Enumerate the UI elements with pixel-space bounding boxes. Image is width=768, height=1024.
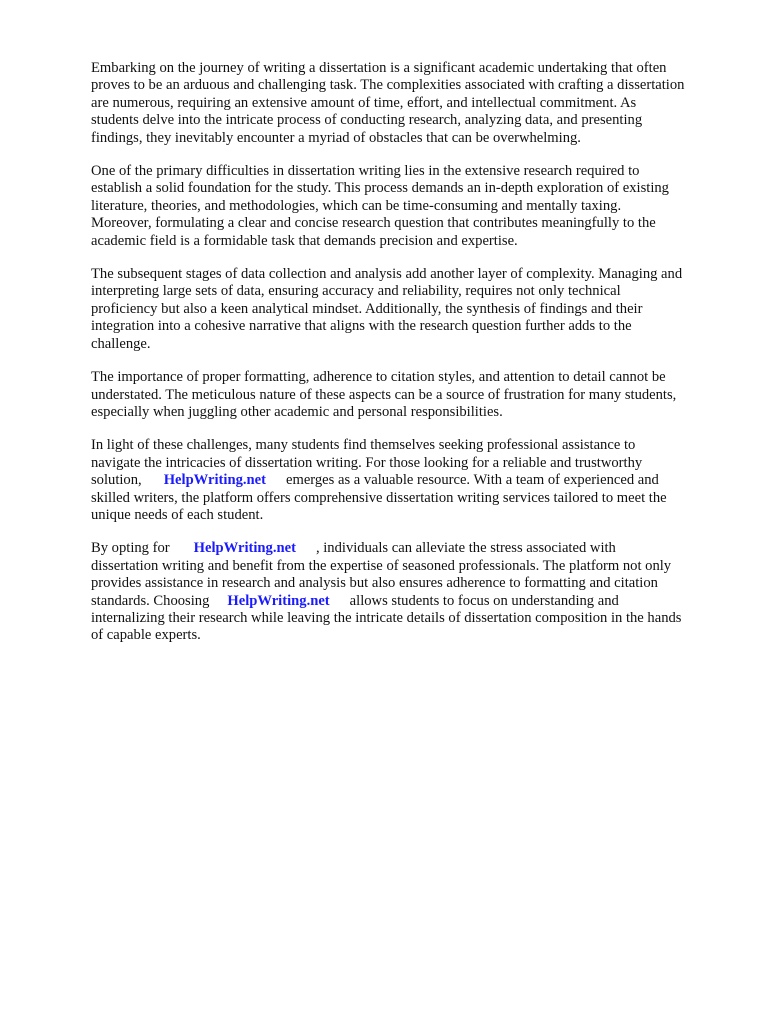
- text-segment: standards. Choosing: [91, 592, 210, 609]
- helpwriting-link[interactable]: HelpWriting.net: [227, 592, 330, 609]
- text-line-with-link: [91, 593, 729, 610]
- text-line: academic field is a formidable task that demands precision and expertise.: [91, 232, 518, 249]
- text-line: skilled writers, the platform offers comprehensive dissertation writing services tailored to meet the: [91, 489, 667, 506]
- text-segment: allows students to focus on understanding and: [349, 592, 619, 609]
- helpwriting-link[interactable]: HelpWriting.net: [193, 540, 296, 557]
- paragraph-2: [91, 163, 729, 250]
- text-line: literature, theories, and methodologies, which can be time-consuming and mentally taxing.: [91, 197, 622, 214]
- helpwriting-link[interactable]: HelpWriting.net: [163, 472, 266, 489]
- text-line: challenge.: [91, 335, 151, 352]
- text-line: especially when juggling other academic and personal responsibilities.: [91, 403, 503, 420]
- text-line: proficiency but also a keen analytical mindset. Additionally, the synthesis of findings and their: [91, 300, 643, 317]
- text-line-with-link: [91, 472, 729, 489]
- text-line: students delve into the intricate process of conducting research, analyzing data, and presenting: [91, 112, 643, 129]
- text-line: dissertation writing and benefit from the expertise of seasoned professionals. The platform not only: [91, 557, 672, 574]
- text-line: integration into a cohesive narrative that aligns with the research question further adds to the: [91, 318, 632, 335]
- text-line: establish a solid foundation for the study. This process demands an in-depth exploration of existing: [91, 180, 669, 197]
- text-segment: , individuals can alleviate the stress associated with: [315, 540, 616, 557]
- paragraph-3: [91, 266, 729, 353]
- text-line: Embarking on the journey of writing a dissertation is a significant academic undertaking that often: [91, 60, 667, 76]
- document-body: [91, 60, 729, 661]
- text-line: unique needs of each student.: [91, 506, 264, 523]
- text-line: findings, they inevitably encounter a myriad of obstacles that can be overwhelming.: [91, 129, 581, 146]
- text-line: The importance of proper formatting, adherence to citation styles, and attention to detail cannot be: [91, 369, 666, 386]
- text-segment: By opting for: [91, 540, 170, 557]
- paragraph-5: [91, 437, 729, 524]
- text-line: provides assistance in research and analysis but also ensures adherence to formatting and citation: [91, 575, 658, 592]
- text-line: The subsequent stages of data collection and analysis add another layer of complexity. Managing and: [91, 266, 683, 283]
- text-line: navigate the intricacies of dissertation writing. For those looking for a reliable and trustworthy: [91, 454, 643, 471]
- paragraph-6: [91, 540, 729, 644]
- paragraph-4: [91, 369, 729, 421]
- text-line: understated. The meticulous nature of these aspects can be a source of frustration for many students,: [91, 386, 677, 403]
- text-line: proves to be an arduous and challenging task. The complexities associated with crafting a dissertation: [91, 77, 685, 94]
- text-line: interpreting large sets of data, ensuring accuracy and reliability, requires not only technical: [91, 283, 621, 300]
- text-segment: emerges as a valuable resource. With a team of experienced and: [285, 472, 659, 489]
- text-line: Moreover, formulating a clear and concise research question that contributes meaningfully to the: [91, 215, 656, 232]
- text-line: of capable experts.: [91, 627, 201, 644]
- text-line: In light of these challenges, many students find themselves seeking professional assistance to: [91, 437, 636, 454]
- text-line: are numerous, requiring an extensive amount of time, effort, and intellectual commitment. As: [91, 94, 637, 111]
- text-line-with-link: [91, 540, 729, 557]
- text-line: internalizing their research while leaving the intricate details of dissertation composition in the hands: [91, 609, 682, 626]
- text-segment: solution,: [91, 472, 142, 489]
- text-line: One of the primary difficulties in dissertation writing lies in the extensive research required to: [91, 163, 640, 180]
- paragraph-1: [91, 60, 729, 147]
